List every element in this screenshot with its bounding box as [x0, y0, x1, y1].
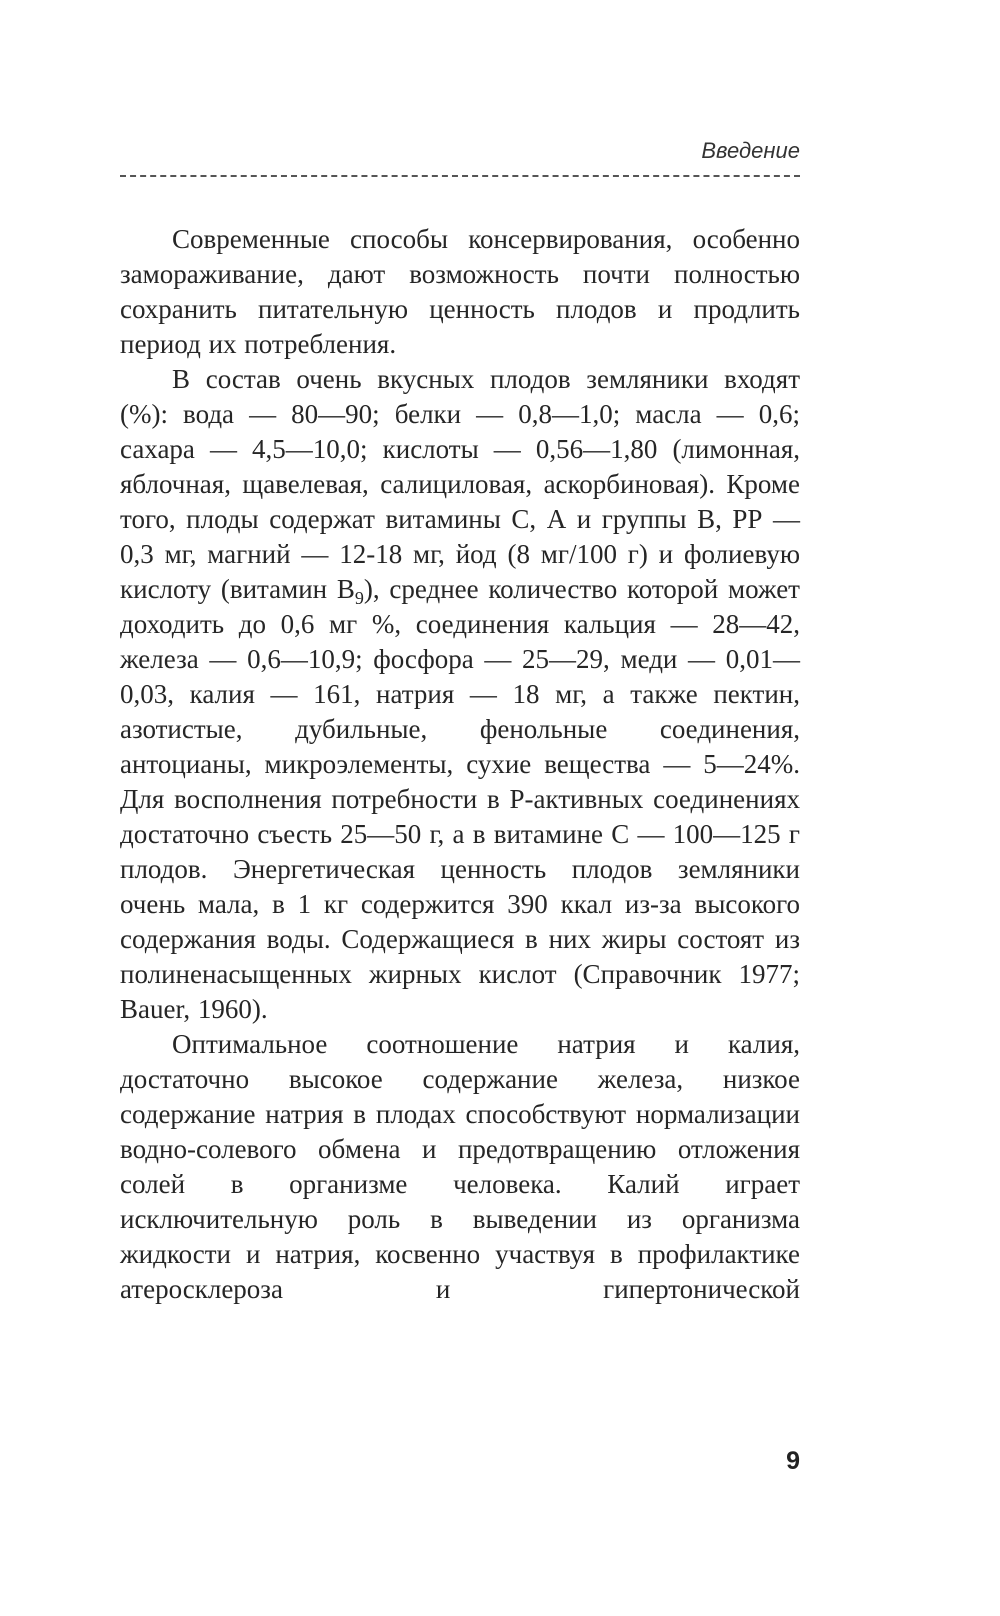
- header-dashed-rule: [120, 175, 800, 177]
- body-text: [120, 222, 800, 1307]
- vitamin-subscript: 9: [354, 588, 364, 608]
- running-head: Введение: [701, 138, 800, 163]
- paragraph-sodium-potassium: Оптимальное соотношение натрия и калия, достаточно высокое содержание железа, низкое содержание натрия в плодах способствуют нормализации водно-солевого обмена и предотвращению отложения солей в организме человека. Калий играет исключительную роль в выведении из организма жидкости и натрия, косвенно участвуя в профилактике атеросклероза и гипертонической: [120, 1029, 800, 1304]
- page-number: 9: [786, 1447, 800, 1475]
- paragraph-composition: [120, 362, 800, 1027]
- composition-text-part-2: ), среднее количество которой может доходить до 0,6 мг %, соединения кальция — 28—42, железа — 0,6—10,9; фосфора — 25—29, меди — 0,01—0,03, калия — 161, натрия — 18 мг, а также пектин, азотистые, дубильные, фенольные соединения, антоцианы, микроэлементы, сухие вещества — 5—24%. Для восполнения потребности в Р-активных соединениях достаточно съесть 25—50 г, а в витамине С — 100—125 г плодов. Энергетическая ценность плодов земляники очень мала, в 1 кг содержится 390 ккал из-за высокого содержания воды. Содержащиеся в них жиры состоят из полиненасыщенных жирных кислот (Справочник 1977; Bauer, 1960).: [120, 574, 800, 1024]
- composition-text-part-1: В состав очень вкусных плодов земляники входят (%): вода — 80—90; белки — 0,8—1,0; масла — 0,6; сахара — 4,5—10,0; кислоты — 0,56—1,80 (лимонная, яблочная, щавелевая, салициловая, аскорбиновая). Кроме того, плоды содержат витамины С, А и группы В, РР — 0,3 мг, магний — 12-18 мг, йод (8 мг/100 г) и фолиевую кислоту (витамин В: [120, 364, 800, 604]
- paragraph-preservation: Современные способы консервирования, особенно замораживание, дают возможность почти полностью сохранить питательную ценность плодов и продлить период их потребления.: [120, 224, 800, 359]
